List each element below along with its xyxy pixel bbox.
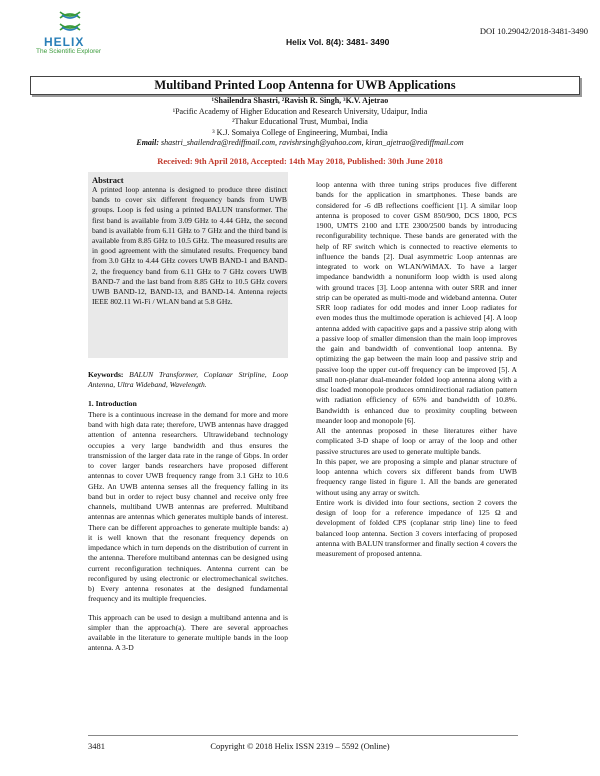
abstract-body: A printed loop antenna is designed to produce three distinct bands to cover six different frequency bands from UWB groups. Loop is fed using a printed BALUN transformer. The first band is available from 3.09 GHz to 4.44 GHz, the second band is available from 6.11 GHz to 7 GHz and the third band is available from 8.85 GHz to 10.5 GHz. The measured results are in good agreement with the simulated results. Frequency band from 3.0 GHz to 4.44 GHz covers UWB BAND-1 and BAND-2, the frequency band from 6.11 GHz to 7 GHz covers UWB BAND-7 and the last band from 8.85 GHz to 10.5 GHz covers UWB BAND-12, BAND-13, and BAND-14. Antenna rejects IEEE 802.11 Wi-Fi / WLAN band at 5.8 GHz.	[92, 185, 287, 307]
right-paragraph-1: loop antenna with three tuning strips produces five different bands for the application in smartphones. These bands are considered for -6 dB reflections coefficient [1]. A similar loop antenna is proposed to cover GSM 850/900, DCS 1800, PCS 1900, UMTS 2100 and LTE 2300/2500 bands by introducing reconfigurability technique. These bands are generated with the help of RF switch which is connected to reactive elements to influence the bands [2]. Dual asymmetric Loop antennas are integrated to work on WLAN/WiMAX. To have a larger impedance bandwidth a nonuniform loop width is used along with ground traces [3]. Loop antenna with outer SRR and inner strip can be operated as multi-mode and wideband antenna. Outer SRR loop radiates for odd modes and inner Loop radiates for even modes thus the multimode operation is achieved [4]. A loop antenna added with capacitive gaps and a passive strip along with a passive loop of smaller dimension than the main loop improves the gain and bandwidth of conventional loop antenna. By optimizing the gap between the main loop and passive strip and passive loop the upper cut-off frequency can be improved [5]. A small non-planar dual-meander folded loop antenna along with a disc loaded monopole produces omnidirectional radiation pattern with radiation efficiency of 65% and bandwidth of 10.8%. Bandwidth is enhanced due to proximity coupling between meander loop and monopole [6].	[316, 180, 517, 425]
email-addresses: shastri_shailendra@rediffmail.com, ravishrsingh@yahoo.com, kiran_ajetrao@rediffmail.com	[159, 138, 464, 148]
abstract-heading: Abstract	[92, 175, 124, 185]
right-paragraph-2: All the antennas proposed in these literatures either have complicated 3-D shape of loop or array of the loop and other passive structures are used to generate multiple bands.	[316, 426, 517, 456]
logo-tagline: The Scientific Explorer	[36, 48, 102, 55]
author-names: ¹Shailendra Shastri, ²Ravish R. Singh, ³K.V. Ajetrao	[211, 96, 389, 105]
email-label: Email:	[136, 138, 160, 148]
affiliation-3: ³ K.J. Somaiya College of Engineering, Mumbai, India	[212, 127, 388, 137]
journal-volume: Helix Vol. 8(4): 3481- 3490	[286, 37, 390, 47]
copyright: Copyright © 2018 Helix ISSN 2319 – 5592 (Online)	[210, 741, 390, 751]
intro-paragraph-1: There is a continuous increase in the demand for more and more band with high data rate; therefore, UWB antennas have dragged attention of antenna researchers. Ultrawideband technology occupies a very large bandwidth and thus ensures the transmission of the larger data rate in the range of Gbps. In order to cover larger bands researchers have proposed different antennas to cover UWB frequency range from 3.1 GHz to 10.6 GHz. An UWB antenna senses all the frequency falling in its band but in order to reject busy channel and receive only free channels, multiband UWB antennas are preferred. Multiband antennas are antennas which generates multiple bands of interest. There can be different approaches to generate multiple bands: a) it is well known that the resonant frequency depends on impedance which in turn depends on the distribution of current in the antenna. Therefore multiband antennas can be designed using current reconfiguration techniques. Antenna current can be reconfigured by using electronic or electromechanical switches. b) Every antenna resonates at the designed fundamental frequency and its multiple frequencies.	[88, 409, 288, 604]
right-column	[316, 180, 517, 559]
keywords	[88, 370, 288, 391]
left-column	[88, 370, 288, 654]
right-paragraph-4: Entire work is divided into four sections, section 2 covers the design of loop for a reference impedance of 125 Ω and development of folded CPS (coplanar strip line) line to feed balanced loop antenna. Section 3 covers interfacing of proposed antenna with BALUN transformer and finally section 4 covers the measurement of proposed antenna.	[316, 497, 517, 558]
page-number: 3481	[88, 741, 105, 751]
paper-title: Multiband Printed Loop Antenna for UWB Applications	[154, 78, 456, 92]
keywords-label: Keywords:	[88, 370, 124, 379]
footer-divider	[88, 735, 518, 736]
intro-paragraph-2: This approach can be used to design a multiband antenna and is simpler than the approach(a). There are several approaches available in the literature to generate multiple bands in the loop antenna. A 3-D	[88, 612, 288, 653]
logo-word: HELIX	[44, 35, 85, 49]
author-block	[0, 96, 600, 149]
affiliation-2: ²Thakur Educational Trust, Mumbai, India	[232, 117, 368, 127]
keywords-text: BALUN Transformer, Coplanar Stripline, Loop Antenna, Ultra Wideband, Wavelength.	[88, 370, 288, 390]
intro-heading: 1. Introduction	[88, 398, 137, 408]
received-dates: Received: 9th April 2018, Accepted: 14th May 2018, Published: 30th June 2018	[157, 156, 443, 166]
email-line	[0, 138, 600, 149]
right-paragraph-3: In this paper, we are proposing a simple and planar structure of loop antenna which covers six different bands from UWB frequency range listed in figure 1. All the bands are generated without using any array or switch.	[316, 456, 517, 497]
affiliation-1: ¹Pacific Academy of Higher Education and Research University, Udaipur, India	[172, 106, 428, 116]
title-box	[30, 76, 580, 95]
doi: DOI 10.29042/2018-3481-3490	[479, 26, 588, 36]
